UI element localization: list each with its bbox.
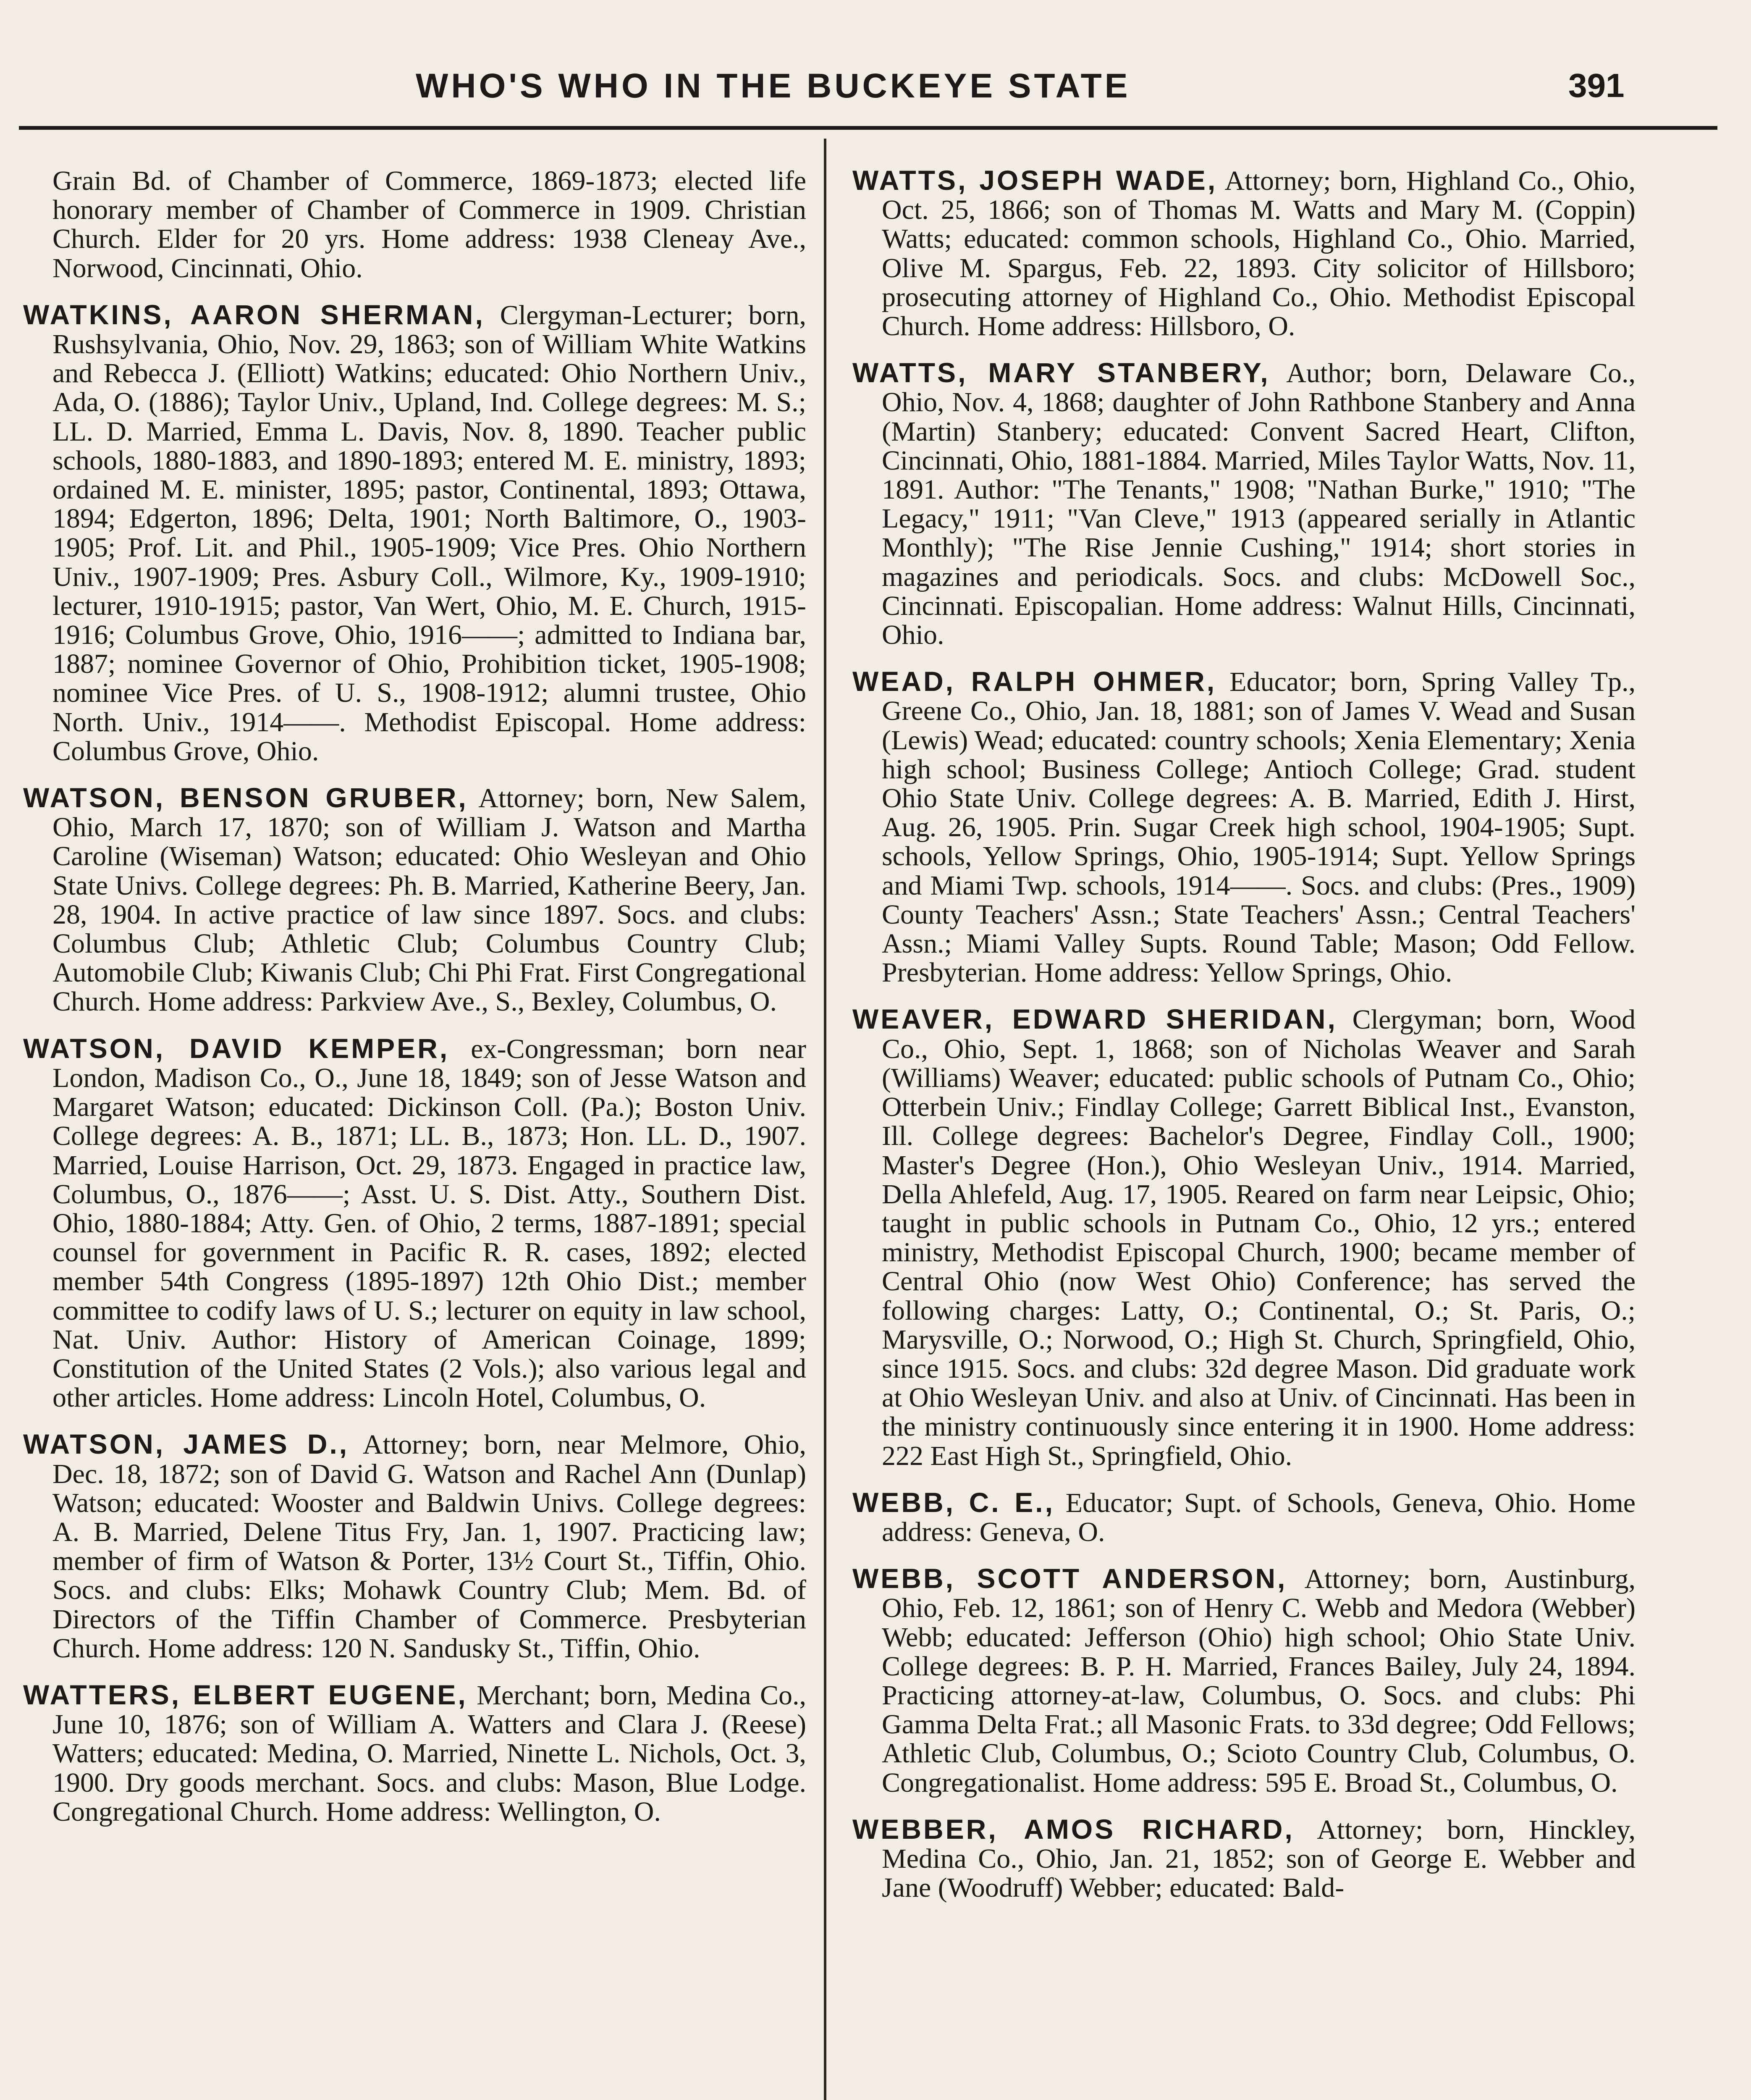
entry-text: Merchant; born, Medina Co., June 10, 1876; son of William A. Watters and Clara J. (Reese) Watters; educated: Medina, O. Married, Ninette L. Nichols, Oct. 3, 1900. Dry goods merchant. Socs. and clubs: Mason, Blue Lodge. Congregational Church. Home address: Wellington, O. xyxy=(52,1680,807,1827)
biography-entry xyxy=(23,783,806,1016)
entry-text: Attorney; born, near Melmore, Ohio, Dec. 18, 1872; son of David G. Watson and Rachel Ann (Dunlap) Watson; educated: Wooster and Baldwin Univs. College degrees: A. B. Married, Delene Titus Fry, Jan. 1, 1907. Practicing law; member of firm of Watson & Porter, 13½ Court St., Tiffin, Ohio. Socs. and clubs: Elks; Mohawk Country Club; Mem. Bd. of Directors of the Tiffin Chamber of Commerce. Presbyterian Church. Home address: 120 N. Sandusky St., Tiffin, Ohio. xyxy=(52,1429,807,1664)
entry-name: WATTS, JOSEPH WADE, xyxy=(852,165,1218,196)
entry-text: Educator; born, Spring Valley Tp., Greene Co., Ohio, Jan. 18, 1881; son of James V. Wead and Susan (Lewis) Wead; educated: country schools; Xenia Elementary; Xenia high school; Business College; Antioch College; Grad. student Ohio State Univ. College degrees: A. B. Married, Edith J. Hirst, Aug. 26, 1905. Prin. Sugar Creek high school, 1904-1905; Supt. schools, Yellow Springs, Ohio, 1905-1914; Supt. Yellow Springs and Miami Twp. schools, 1914——. Socs. and clubs: (Pres., 1909) County Teachers' Assn.; State Teachers' Assn.; Central Teachers' Assn.; Miami Valley Supts. Round Table; Mason; Odd Fellow. Presbyterian. Home address: Yellow Springs, Ohio. xyxy=(882,667,1636,988)
entry-name: WEAD, RALPH OHMER, xyxy=(852,666,1217,697)
entry-text: ex-Congressman; born near London, Madison Co., O., June 18, 1849; son of Jesse Watson and Margaret Watson; educated: Dickinson Coll. (Pa.); Boston Univ. College degrees: A. B., 1871; LL. B., 1873; Hon. LL. D., 1907. Married, Louise Harrison, Oct. 29, 1873. Engaged in practice law, Columbus, O., 1876——; Asst. U. S. Dist. Atty., Southern Dist. Ohio, 1880-1884; Atty. Gen. of Ohio, 2 terms, 1887-1891; special counsel for government in Pacific R. R. cases, 1892; elected member 54th Congress (1895-1897) 12th Ohio Dist.; member committee to codify laws of U. S.; lecturer on equity in law school, Nat. Univ. Author: History of American Coinage, 1899; Constitution of the United States (2 Vols.); also various legal and other articles. Home address: Lincoln Hotel, Columbus, O. xyxy=(52,1033,806,1413)
entry-name: WEAVER, EDWARD SHERIDAN, xyxy=(852,1003,1337,1035)
biography-entry xyxy=(852,667,1636,987)
biography-entry xyxy=(23,300,806,766)
entry-name: WATKINS, AARON SHERMAN, xyxy=(23,299,485,330)
entry-name: WATTS, MARY STANBERY, xyxy=(852,357,1270,388)
running-head-title: WHO'S WHO IN THE BUCKEYE STATE xyxy=(416,67,1131,105)
entry-text: Clergyman; born, Wood Co., Ohio, Sept. 1, 1868; son of Nicholas Weaver and Sarah (Williams) Weaver; educated: public schools of Putnam Co., Ohio; Otterbein Univ.; Findlay College; Garrett Biblical Inst., Evanston, Ill. College degrees: Bachelor's Degree, Findlay Coll., 1900; Master's Degree (Hon.), Ohio Wesleyan Univ., 1914. Married, Della Ahlefeld, Aug. 17, 1905. Reared on farm near Leipsic, Ohio; taught in public schools in Putnam Co., Ohio, 12 yrs.; entered ministry, Methodist Episcopal Church, 1900; became member of Central Ohio (now West Ohio) Conference; has served the following charges: Latty, O.; Continental, O.; St. Paris, O.; Marysville, O.; Norwood, O.; High St. Church, Springfield, Ohio, since 1915. Socs. and clubs: 32d degree Mason. Did graduate work at Ohio Wesleyan Univ. and also at Univ. of Cincinnati. Has been in the ministry continuously since entering it in 1900. Home address: 222 East High St., Springfield, Ohio. xyxy=(882,1004,1636,1471)
entry-name: WATSON, DAVID KEMPER, xyxy=(23,1032,450,1064)
biography-entry xyxy=(852,1005,1636,1470)
entry-name: WATSON, BENSON GRUBER, xyxy=(23,782,468,814)
biography-entry xyxy=(23,166,806,283)
entry-name: WATTERS, ELBERT EUGENE, xyxy=(23,1679,468,1710)
entry-text: Attorney; born, Austinburg, Ohio, Feb. 12, 1861; son of Henry C. Webb and Medora (Webber) Webb; educated: Jefferson (Ohio) high school; Ohio State Univ. College degrees: B. P. H. Married, Frances Bailey, July 24, 1894. Practicing attorney-at-law, Columbus, O. Socs. and clubs: Phi Gamma Delta Frat.; all Masonic Frats. to 33d degree; Odd Fellows; Athletic Club, Columbus, O.; Scioto Country Club, Columbus, O. Congregationalist. Home address: 595 E. Broad St., Columbus, O. xyxy=(882,1564,1636,1798)
page-header xyxy=(0,0,1751,126)
entry-text: Grain Bd. of Chamber of Commerce, 1869-1873; elected life honorary member of Chamber of Commerce in 1909. Christian Church. Elder for 20 yrs. Home address: 1938 Cleneay Ave., Norwood, Cincinnati, Ohio. xyxy=(52,165,806,284)
entry-name: WATSON, JAMES D., xyxy=(23,1428,349,1460)
biography-entry xyxy=(23,1034,806,1412)
page-number: 391 xyxy=(1568,67,1625,104)
biography-entry xyxy=(852,358,1636,649)
biography-entry xyxy=(852,1815,1636,1903)
biography-entry xyxy=(852,166,1636,341)
entry-text: Attorney; born, New Salem, Ohio, March 17, 1870; son of William J. Watson and Martha Caroline (Wiseman) Watson; educated: Ohio Wesleyan and Ohio State Univs. College degrees: Ph. B. Married, Katherine Beery, Jan. 28, 1904. In active practice of law since 1897. Socs. and clubs: Columbus Club; Athletic Club; Columbus Country Club; Automobile Club; Kiwanis Club; Chi Phi Frat. First Congregational Church. Home address: Parkview Ave., S., Bexley, Columbus, O. xyxy=(52,783,807,1017)
entry-name: WEBB, C. E., xyxy=(852,1486,1055,1518)
entry-name: WEBB, SCOTT ANDERSON, xyxy=(852,1563,1287,1594)
entry-text: Clergyman-Lecturer; born, Rushsylvania, Ohio, Nov. 29, 1863; son of William White Watkins and Rebecca J. (Elliott) Watkins; educated: Ohio Northern Univ., Ada, O. (1886); Taylor Univ., Upland, Ind. College degrees: M. S.; LL. D. Married, Emma L. Davis, Nov. 8, 1890. Teacher public schools, 1880-1883, and 1890-1893; entered M. E. ministry, 1893; ordained M. E. minister, 1895; pastor, Continental, 1893; Ottawa, 1894; Edgerton, 1896; Delta, 1901; North Baltimore, O., 1903-1905; Prof. Lit. and Phil., 1905-1909; Vice Pres. Ohio Northern Univ., 1907-1909; Pres. Asbury Coll., Wilmore, Ky., 1909-1910; lecturer, 1910-1915; pastor, Van Wert, Ohio, M. E. Church, 1915-1916; Columbus Grove, Ohio, 1916——; admitted to Indiana bar, 1887; nominee Governor of Ohio, Prohibition ticket, 1905-1908; nominee Vice Pres. of U. S., 1908-1912; alumni trustee, Ohio North. Univ., 1914——. Methodist Episcopal. Home address: Columbus Grove, Ohio. xyxy=(52,299,807,766)
entry-text: Attorney; born, Hinckley, Medina Co., Ohio, Jan. 21, 1852; son of George E. Webber and Jane (Woodruff) Webber; educated: Bald- xyxy=(882,1814,1636,1903)
column-divider xyxy=(824,139,826,2100)
header-rule xyxy=(19,126,1717,130)
entry-text: Educator; Supt. of Schools, Geneva, Ohio. Home address: Geneva, O. xyxy=(882,1487,1636,1547)
biography-entry xyxy=(852,1488,1636,1546)
entry-text: Author; born, Delaware Co., Ohio, Nov. 4, 1868; daughter of John Rathbone Stanbery and Anna (Martin) Stanbery; educated: Convent Sacred Heart, Clifton, Cincinnati, Ohio, 1881-1884. Married, Miles Taylor Watts, Nov. 11, 1891. Author: "The Tenants," 1908; "Nathan Burke," 1910; "The Legacy," 1911; "Van Cleve," 1913 (appeared serially in Atlantic Monthly); "The Rise Jennie Cushing," 1914; short stories in magazines and periodicals. Socs. and clubs: McDowell Soc., Cincinnati. Episcopalian. Home address: Walnut Hills, Cincinnati, Ohio. xyxy=(882,358,1636,651)
biography-entry xyxy=(852,1564,1636,1797)
entry-name: WEBBER, AMOS RICHARD, xyxy=(852,1813,1295,1845)
left-column xyxy=(23,166,806,1844)
right-column xyxy=(852,166,1636,1920)
entry-text: Attorney; born, Highland Co., Ohio, Oct. 25, 1866; son of Thomas M. Watts and Mary M. (Coppin) Watts; educated: common schools, Highland Co., Ohio. Married, Olive M. Spargus, Feb. 22, 1893. City solicitor of Hillsboro; prosecuting attorney of Highland Co., Ohio. Methodist Episcopal Church. Home address: Hillsboro, O. xyxy=(882,165,1636,342)
biography-entry xyxy=(23,1680,806,1826)
biography-entry xyxy=(23,1430,806,1663)
